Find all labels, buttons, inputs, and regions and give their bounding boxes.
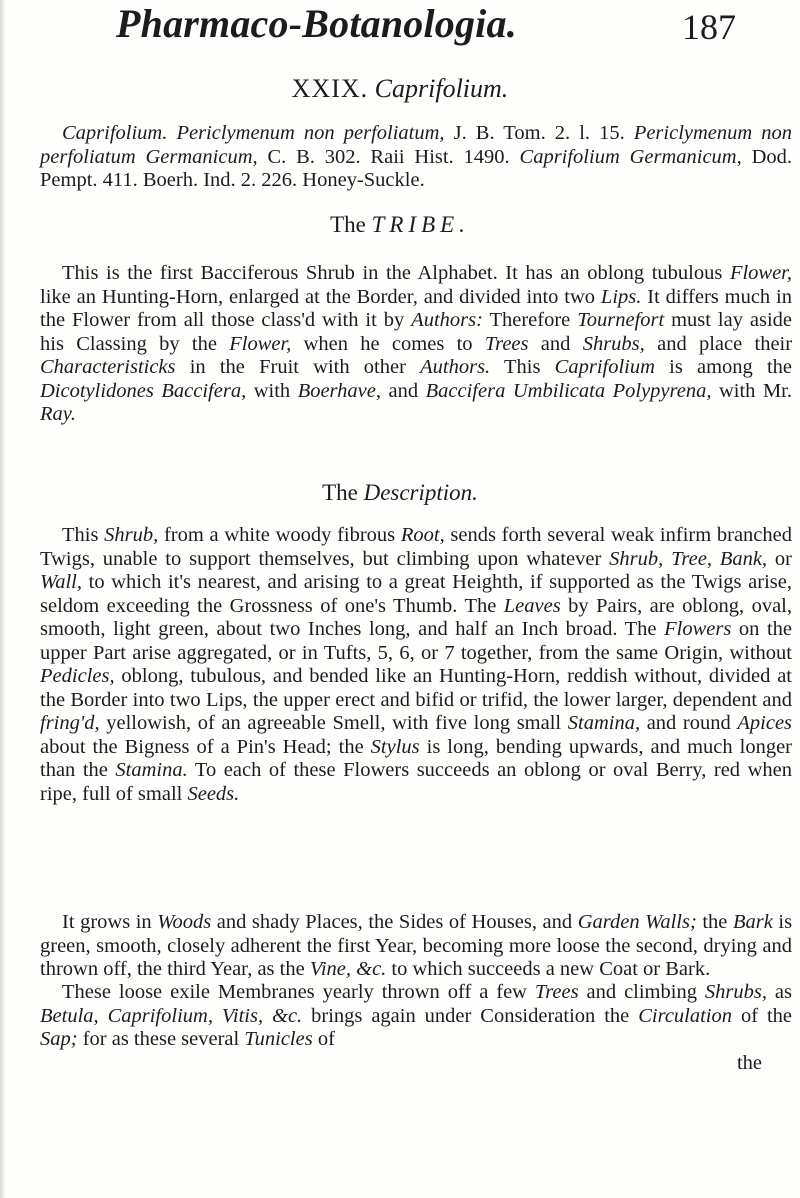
text-run: Shrub, xyxy=(104,524,159,546)
text-run: when he comes to xyxy=(303,332,473,355)
text-run: It grows in xyxy=(62,911,152,933)
text-run: This is the first Bacciferous Shrub in the Alphabet. It has an oblong tubulous xyxy=(62,262,723,284)
text-run: from a white woody fibrous xyxy=(163,524,396,546)
text-run: Bank, xyxy=(719,547,768,570)
growth-paragraph xyxy=(40,911,792,982)
text-run: of xyxy=(317,1028,335,1050)
text-run: with xyxy=(253,379,291,402)
text-run: Authors. xyxy=(420,356,491,378)
text-run: Wall, xyxy=(40,571,82,593)
description-paragraph xyxy=(40,524,792,806)
chapter-number: XXIX. xyxy=(291,74,369,103)
text-run: Woods xyxy=(157,911,212,933)
text-run: This xyxy=(62,524,99,546)
text-run: with Mr. xyxy=(718,379,792,402)
text-run: fring'd, xyxy=(40,712,100,734)
text-run: Baccifera Umbilicata Polypyrena, xyxy=(425,379,712,402)
text-run: in the Fruit with other xyxy=(189,356,406,378)
text-run: Trees xyxy=(484,332,529,355)
text-run: Root, xyxy=(400,524,445,546)
text-run: sends forth several weak infirm branched Twigs, unable to support themselves, but climbing upon whatever xyxy=(40,524,792,570)
text-run: of the xyxy=(740,1004,793,1027)
text-run: It differs much in the Flower from all those class'd with it by xyxy=(40,285,792,331)
text-run: Tree, xyxy=(671,547,712,570)
text-run: Trees xyxy=(534,981,579,1003)
text-run: Circulation xyxy=(638,1004,733,1027)
text-run: the xyxy=(702,911,728,933)
synonym-text: Dod. Pempt. 411. Boerh. Ind. 2. 226. Honey-Suckle. xyxy=(40,145,793,191)
text-run: and climbing xyxy=(586,981,697,1003)
chapter-heading xyxy=(0,74,800,104)
text-run: like an Hunting-Horn, enlarged at the Border, and divided into two xyxy=(40,285,596,308)
text-run: Flowers xyxy=(664,618,732,640)
text-run: as xyxy=(774,981,792,1003)
text-run: for as these several xyxy=(82,1028,240,1050)
text-run: and round xyxy=(646,712,731,734)
running-title: Pharmaco-Botanologia. xyxy=(116,1,517,46)
text-run: Flower, xyxy=(729,262,793,284)
text-run: Dicotylidones Baccifera, xyxy=(40,379,247,402)
text-run: Caprifolium xyxy=(554,356,655,378)
text-run: This xyxy=(504,356,541,378)
text-run: Boerhave, xyxy=(297,379,381,402)
catchword: the xyxy=(736,1052,762,1074)
text-run: Lips. xyxy=(600,285,642,308)
heading-word: TRIBE. xyxy=(371,212,470,237)
synonym-text: Caprifolium Germanicum, xyxy=(519,145,742,168)
synonym-text: Caprifolium. xyxy=(62,122,168,144)
text-run: and xyxy=(388,379,419,402)
text-run: Betula, Caprifolium, Vitis, &c. xyxy=(40,1004,303,1027)
heading-article: The xyxy=(322,480,358,505)
text-run: Tournefort xyxy=(577,309,665,331)
text-run: oblong, tubulous, and bended like an Hunting-Horn, reddish without, divided at the Border into two Lips, the upper erect and bifid or trifid, the lower larger, dependent and xyxy=(40,665,792,711)
text-run: Flower, xyxy=(229,332,292,355)
page-gutter-shadow xyxy=(0,0,6,1198)
text-run: Vine, xyxy=(309,958,351,980)
text-run: Stamina, xyxy=(567,712,641,734)
section-heading-description xyxy=(0,480,800,506)
text-run: by Pairs, are oblong, oval, smooth, light green, about two Inches long, and half an Inch broad. The xyxy=(40,594,793,640)
text-run: is green, smooth, closely adherent the first Year, becoming more loose the second, drying and thrown off, the third Year, as the xyxy=(40,911,793,980)
text-run: Apices xyxy=(737,712,793,734)
running-head xyxy=(116,0,736,56)
synonym-text: Periclymenum non perfoliatum Germanicum, xyxy=(40,122,793,168)
text-run: Authors: xyxy=(411,309,483,331)
synonym-text: C. B. 302. Raii Hist. 1490. xyxy=(267,145,510,168)
text-run: Tunicles xyxy=(244,1028,313,1050)
chapter-name: Caprifolium. xyxy=(374,74,509,103)
section-heading-tribe xyxy=(0,212,800,238)
text-run: about the Bigness of a Pin's Head; the xyxy=(40,735,364,758)
text-run: must lay aside his Classing by the xyxy=(40,309,792,355)
heading-word: Description. xyxy=(363,480,478,505)
text-run: Shrub, xyxy=(609,547,664,570)
text-run: Ray. xyxy=(40,403,76,425)
text-run: Garden Walls; xyxy=(577,911,697,933)
text-run: Stylus xyxy=(370,735,420,758)
text-run: Sap; xyxy=(40,1028,78,1050)
text-run: and place their xyxy=(657,332,793,355)
text-run: yellowish, of an agreeable Smell, with five long small xyxy=(106,712,562,734)
text-run: is long, bending upwards, and much longer than the xyxy=(40,735,793,781)
text-run: brings again under Consideration the xyxy=(311,1004,630,1027)
text-run: Stamina. xyxy=(115,759,188,781)
synonyms-paragraph xyxy=(40,122,792,193)
text-run: is among the xyxy=(669,356,793,378)
text-run: Pedicles, xyxy=(40,665,115,687)
page-number: 187 xyxy=(682,7,736,47)
text-run: Shrubs, xyxy=(704,981,767,1003)
text-run: to which succeeds a new Coat or Bark. xyxy=(391,958,711,980)
text-run: Seeds. xyxy=(187,782,240,805)
synonym-text: Periclymenum non perfoliatum, xyxy=(176,122,445,144)
text-run: Leaves xyxy=(503,594,561,617)
text-run: on the upper Part arise aggregated, or in Tufts, 5, 6, or 7 together, from the same Origin, without xyxy=(40,618,793,664)
heading-article: The xyxy=(330,212,366,237)
membranes-paragraph xyxy=(40,981,792,1052)
text-run: Characteristicks xyxy=(40,356,176,378)
text-run: and shady Places, the Sides of Houses, and xyxy=(216,911,573,933)
text-run: &c. xyxy=(356,958,387,980)
text-run: These loose exile Membranes yearly thrown off a few xyxy=(62,981,527,1003)
text-run: or xyxy=(774,547,792,570)
text-run: Therefore xyxy=(489,309,571,331)
tribe-paragraph xyxy=(40,262,792,427)
text-run: To each of these Flowers succeeds an oblong or oval Berry, red when ripe, full of small xyxy=(40,759,792,805)
text-run: to which it's nearest, and arising to a great Heighth, if supported as the Twigs arise, seldom exceeding the Grossness of one's Thumb. The xyxy=(40,571,792,617)
text-run: Bark xyxy=(732,911,773,933)
synonym-text: J. B. Tom. 2. l. 15. xyxy=(453,122,625,144)
text-run: Shrubs, xyxy=(582,332,645,355)
text-run: and xyxy=(540,332,571,355)
